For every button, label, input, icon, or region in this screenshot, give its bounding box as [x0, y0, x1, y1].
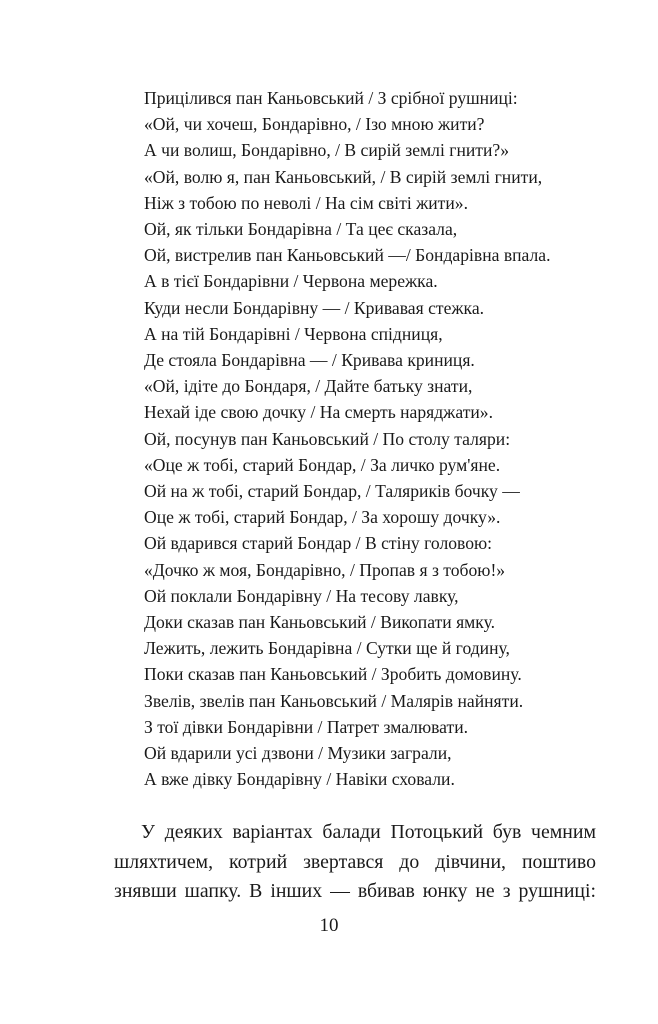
poem-line: «Ой, ідіте до Бондаря, / Дайте батьку знати,	[144, 376, 473, 397]
poem-line: А вже дівку Бондарівну / Навіки сховали.	[144, 769, 455, 790]
poem-line: А в тієї Бондарівни / Червона мережка.	[144, 271, 438, 292]
poem-line: З тої дівки Бондарівни / Патрет змалювати.	[144, 716, 469, 737]
poem-line: «Ой, чи хочеш, Бондарівно, / Ізо мною жити?	[144, 114, 485, 135]
poem-line: «Дочко ж моя, Бондарівно, / Пропав я з тобою!»	[144, 559, 506, 580]
poem-line: А чи волиш, Бондарівно, / В сирій землі гнити?»	[144, 140, 509, 161]
poem-line: Ой вдарився старий Бондар / В стіну головою:	[144, 533, 493, 554]
poem-line: Лежить, лежить Бондарівна / Сутки ще й годину,	[144, 638, 510, 659]
poem-line: А на тій Бондарівні / Червона спідниця,	[144, 323, 443, 344]
poem-line: Ой поклали Бондарівну / На тесову лавку,	[144, 585, 459, 606]
prose-line: У деяких варіантах балади Потоцький був чемним	[141, 821, 596, 843]
poem-line: Оце ж тобі, старий Бондар, / За хорошу дочку».	[144, 507, 501, 528]
poem-line: Поки сказав пан Каньовський / Зробить домовину.	[144, 664, 522, 685]
poem-line: Прицілився пан Каньовський / З срібної рушниці:	[144, 88, 518, 108]
poem-line: Звелів, звелів пан Каньовський / Малярів найняти.	[144, 690, 524, 711]
poem-line: Куди несли Бондарівну — / Кривавая стежка.	[144, 297, 485, 318]
ballad-poem	[144, 85, 624, 792]
poem-line: Ой, вистрелив пан Каньовський —/ Бондарівна впала.	[144, 245, 551, 266]
prose-paragraph	[114, 818, 596, 907]
poem-line: «Ой, волю я, пан Каньовський, / В сирій землі гнити,	[144, 166, 543, 187]
poem-line: Ой на ж тобі, старий Бондар, / Таляриків бочку —	[144, 481, 520, 502]
poem-line: «Оце ж тобі, старий Бондар, / За личко рум'яне.	[144, 454, 501, 475]
poem-line: Доки сказав пан Каньовський / Викопати ямку.	[144, 612, 496, 633]
poem-line: Ой вдарили усі дзвони / Музики заграли,	[144, 743, 452, 764]
poem-line: Ой, посунув пан Каньовський / По столу таляри:	[144, 428, 511, 449]
poem-line: Де стояла Бондарівна — / Кривава криниця.	[144, 350, 475, 371]
page-number: 10	[319, 915, 339, 936]
prose-line: шляхтичем, котрий звертався до дівчини, поштиво	[114, 850, 596, 873]
prose-line: знявши шапку. В інших — вбивав юнку не з рушниці:	[114, 880, 596, 902]
poem-line: Нехай іде свою дочку / На смерть наряджати».	[144, 402, 493, 423]
poem-line: Ніж з тобою по неволі / На сім світі жити».	[144, 192, 468, 213]
poem-line: Ой, як тільки Бондарівна / Та цеє сказала,	[144, 219, 458, 240]
